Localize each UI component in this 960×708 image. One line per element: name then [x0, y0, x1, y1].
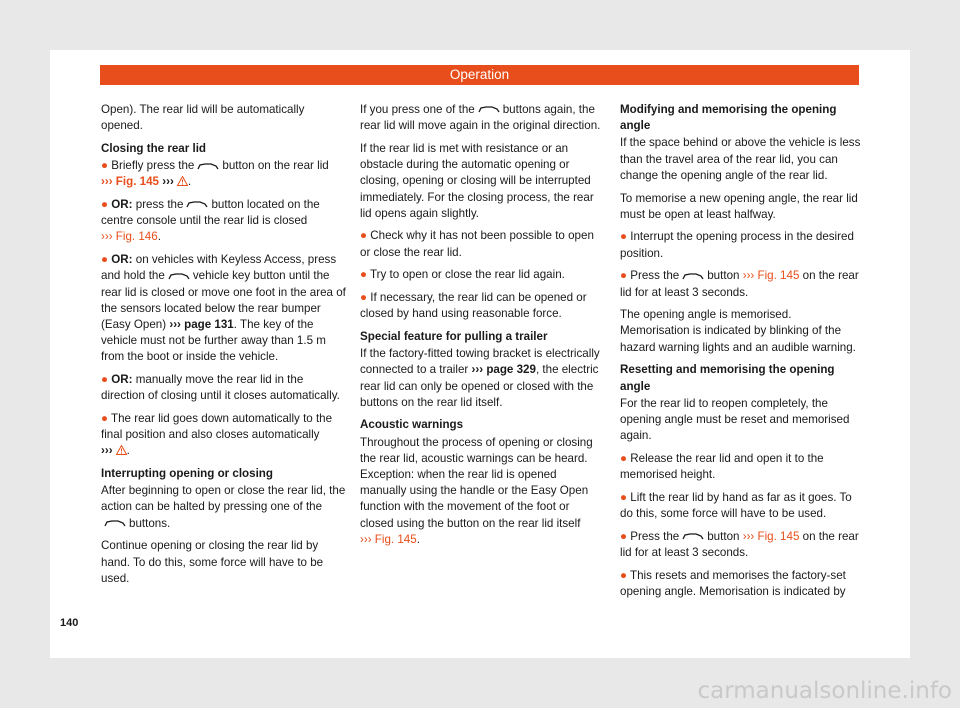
bullet-item: [620, 268, 863, 300]
bullet-icon: ●: [620, 230, 628, 244]
rear-lid-button-icon: [478, 105, 500, 114]
bullet-icon: ●: [620, 269, 628, 283]
text: button: [707, 529, 740, 543]
text: on the rear lid for at least 3 seconds.: [620, 269, 859, 299]
bullet-icon: ●: [360, 291, 368, 305]
heading-trailer: Special feature for pulling a trailer: [360, 329, 548, 343]
text: buttons again, the rear lid will move again in the original direction.: [360, 103, 601, 133]
paragraph: The opening angle is memorised. Memorisation is indicated by blinking of the hazard warning lights and an audible warning.: [620, 308, 856, 354]
paragraph: For the rear lid to reopen completely, the opening angle must be reset and memorised again.: [620, 396, 850, 443]
text: If necessary, the rear lid can be opened or closed by hand using reasonable force.: [360, 291, 587, 321]
paragraph: Throughout the process of opening or closing the rear lid, acoustic warnings can be heard. Exception: when the rear lid is opened manually using the handle or the Easy Open function with the movement of the foot or closed using the button on the rear lid itself ››› Fig. 145.: [360, 435, 593, 546]
rear-lid-button-icon: [682, 532, 704, 541]
bullet-icon: ●: [101, 411, 109, 425]
figure-link[interactable]: ››› Fig. 146: [101, 230, 158, 244]
text: Try to open or close the rear lid again.: [370, 268, 565, 282]
text: press the: [135, 198, 184, 212]
text: After beginning to open or close the rear lid, the action can be halted by pressing one of the: [101, 484, 346, 514]
text: . The key of the vehicle must not be further away than 1.5 m from the boot or inside the vehicle.: [101, 317, 326, 364]
paragraph: Open). The rear lid will be automatically opened.: [101, 103, 305, 133]
column-2: [360, 102, 604, 555]
text: on vehicles with Keyless Access, press and hold the: [101, 253, 337, 283]
bullet-item: [620, 529, 863, 561]
paragraph: [360, 102, 604, 134]
paragraph: Continue opening or closing the rear lid by hand. To do this, some force will have to be used.: [101, 539, 324, 585]
bullet-icon: ●: [620, 568, 628, 582]
bullet-icon: ●: [620, 451, 628, 465]
text: buttons.: [129, 516, 171, 530]
section-header: Operation: [100, 65, 859, 85]
or-label: OR:: [111, 198, 133, 212]
paragraph: [101, 483, 347, 532]
text: If you press one of the: [360, 103, 475, 116]
heading-acoustic: Acoustic warnings: [360, 418, 464, 432]
figure-link[interactable]: ››› Fig. 145: [742, 529, 800, 543]
paragraph: If the space behind or above the vehicle is less than the travel area of the rear lid, you can change the opening angle of the rear lid.: [620, 136, 861, 182]
heading-reset: Resetting and memorising the opening angle: [620, 363, 835, 393]
bullet-icon: ●: [620, 529, 628, 543]
bullet-item: [360, 267, 604, 283]
text: button on the rear lid: [222, 159, 329, 173]
manual-page: [50, 50, 910, 658]
ref-arrows: ›››: [162, 175, 174, 189]
text: Throughout the process of opening or closing the rear lid, acoustic warnings can be heard. Exception: when the rear lid is opened manually using the handle or the Easy Open function with the movement of the foot or closed using the button on the rear lid itself: [360, 435, 593, 530]
warning-icon: [177, 176, 188, 186]
text: button located on the centre console until the rear lid is closed: [101, 198, 320, 228]
bullet-item: [360, 290, 604, 322]
text: This resets and memorises the factory-set opening angle. Memorisation is indicated by: [620, 568, 846, 598]
heading-modify: Modifying and memorising the opening angle: [620, 103, 837, 133]
text: manually move the rear lid in the direction of closing until it closes automatically.: [101, 373, 340, 403]
text: The rear lid goes down automatically to the final position and also closes automatically: [101, 411, 333, 442]
text: Briefly press the: [111, 159, 195, 173]
text: Release the rear lid and open it to the memorised height.: [620, 451, 824, 482]
paragraph: If the rear lid is met with resistance or an obstacle during the automatic opening or closing, opening or closing will be interrupted immediately. For the closing process, the rear lid opens again slightly.: [360, 141, 594, 220]
text: Press the: [630, 529, 680, 543]
column-1: [101, 102, 347, 593]
bullet-icon: ●: [101, 159, 109, 173]
bullet-item: [620, 451, 863, 483]
text: If the factory-fitted towing bracket is electrically connected to a trailer: [360, 347, 600, 377]
bullet-icon: ●: [101, 253, 109, 267]
text: Check why it has not been possible to open or close the rear lid.: [360, 229, 594, 259]
bullet-item: [360, 228, 604, 260]
paragraph: [360, 346, 604, 411]
rear-lid-button-icon: [197, 162, 219, 171]
bullet-item: [620, 229, 863, 261]
page-link[interactable]: ››› page 329: [471, 363, 536, 377]
heading-interrupting: Interrupting opening or closing: [101, 467, 273, 481]
bullet-item: [101, 252, 347, 365]
text: on the rear lid for at least 3 seconds.: [620, 529, 859, 559]
bullet-icon: ●: [101, 373, 109, 387]
page-number: 140: [60, 617, 79, 629]
bullet-icon: ●: [101, 198, 109, 212]
rear-lid-button-icon: [682, 272, 704, 281]
bullet-icon: ●: [360, 268, 368, 282]
column-3: [620, 102, 863, 606]
page-link[interactable]: ››› page 131: [169, 317, 234, 331]
warning-icon: [116, 445, 127, 455]
figure-link[interactable]: ››› Fig. 145: [742, 269, 800, 283]
bullet-item: ● The rear lid goes down automatically to the final position and also closes automatically ››› .: [101, 411, 333, 458]
text: vehicle key button until the rear lid is closed or move one foot in the area of the sensors located below the rear bumper (Easy Open): [101, 269, 346, 331]
bullet-item: ● OR: press the button located on the centre console until the rear lid is closed ››› Fig. 146.: [101, 198, 320, 244]
watermark: carmanualsonline.info: [697, 678, 952, 704]
rear-lid-button-icon: [104, 519, 126, 528]
paragraph: To memorise a new opening angle, the rear lid must be open at least halfway.: [620, 191, 858, 221]
bullet-item: [620, 490, 863, 522]
text: Interrupt the opening process in the desired position.: [620, 230, 854, 260]
bullet-item: ● Briefly press the button on the rear lid ››› Fig. 145 ››› .: [101, 159, 329, 189]
bullet-item: [101, 372, 347, 404]
heading-closing: Closing the rear lid: [101, 141, 207, 155]
text: , the electric rear lid can only be opened or closed with the buttons on the rear lid itself.: [360, 363, 599, 409]
figure-link[interactable]: ››› Fig. 145: [360, 532, 417, 546]
or-label: OR:: [111, 253, 133, 267]
rear-lid-button-icon: [186, 200, 208, 209]
figure-link[interactable]: ››› Fig. 145: [101, 175, 159, 189]
text: Lift the rear lid by hand as far as it goes. To do this, some force will have to be used.: [620, 490, 852, 520]
bullet-item: [620, 568, 863, 600]
text: Press the: [630, 269, 680, 283]
or-label: OR:: [111, 373, 133, 387]
vehicle-key-icon: [168, 272, 190, 281]
bullet-icon: ●: [620, 490, 628, 504]
text: button: [707, 269, 740, 283]
bullet-icon: ●: [360, 229, 368, 243]
ref-arrows: ›››: [101, 444, 113, 458]
